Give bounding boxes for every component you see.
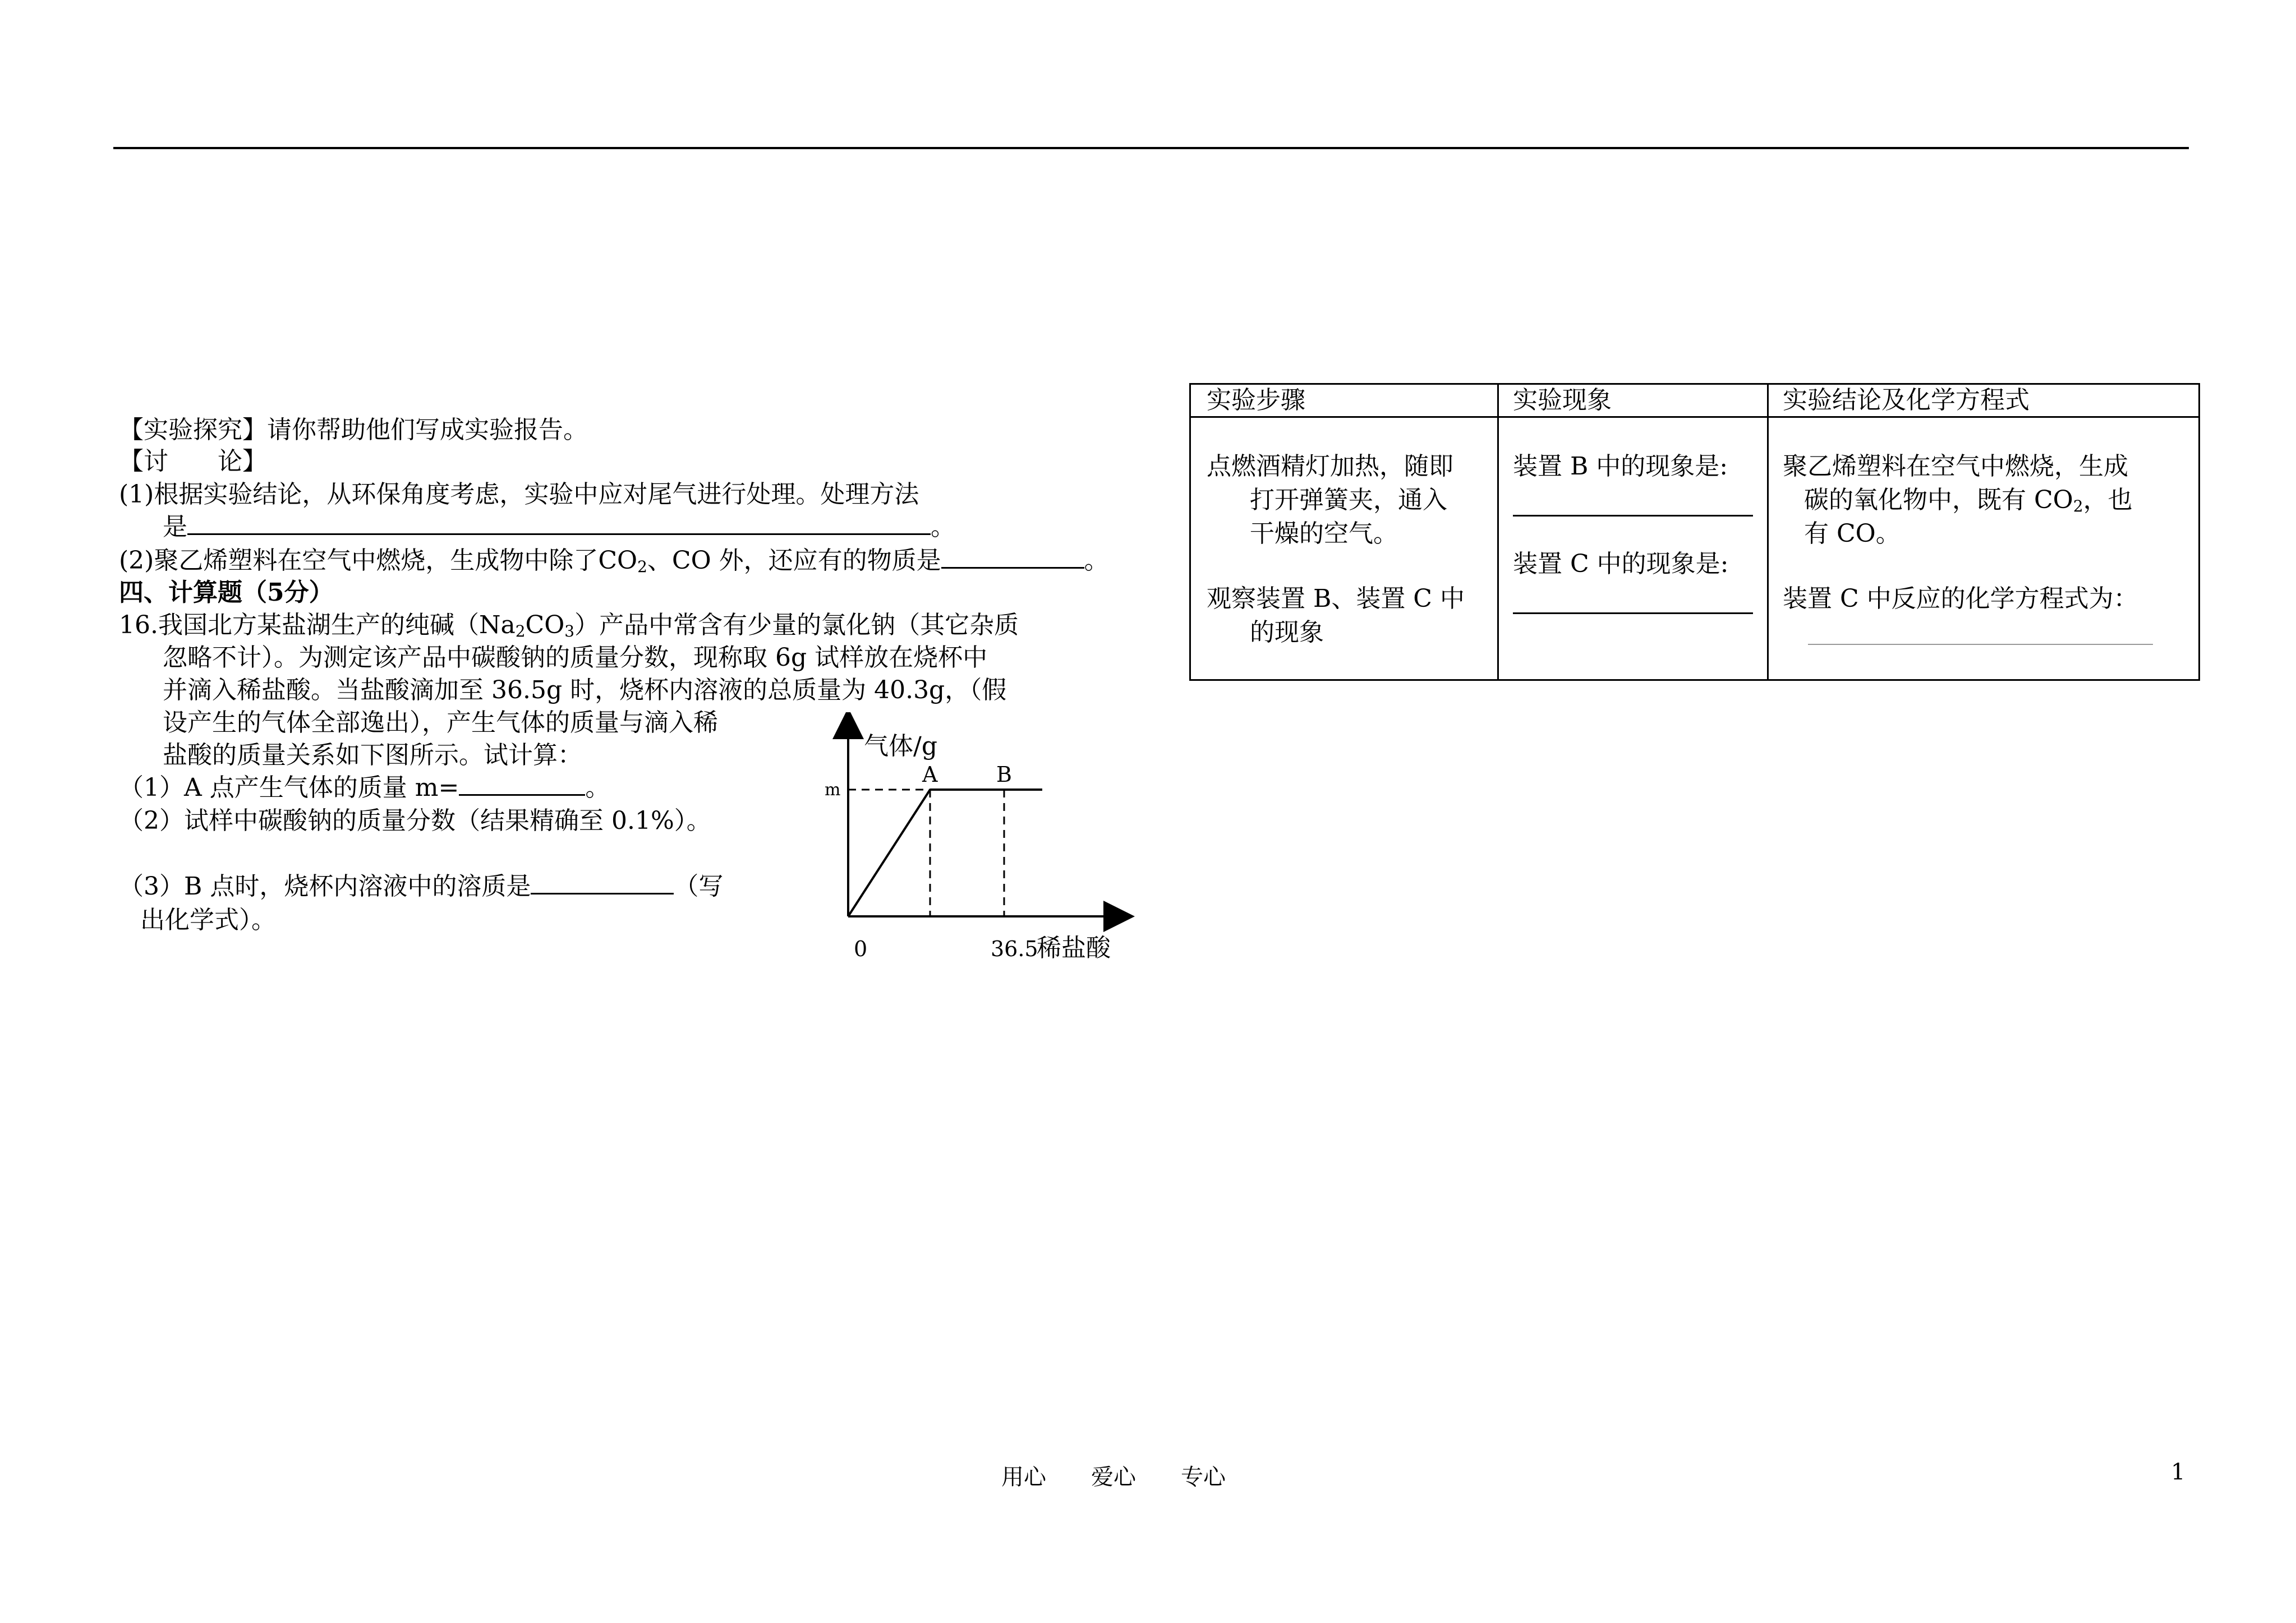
conclusion-line-3: 有 CO。 [1804,519,1901,548]
step-line-2: 打开弹簧夹，通入 [1250,486,1447,514]
rising-line [848,790,930,916]
phenomenon-c-blank[interactable] [1513,612,1753,614]
header-steps: 实验步骤 [1207,386,1305,414]
question-1-answer-line: 是 。 [163,510,955,544]
step-line-4: 观察装置 B、装置 C 中 [1207,584,1465,613]
phenomenon-b-label: 装置 B 中的现象是: [1513,452,1728,481]
point-a-label: A [922,762,938,787]
step-line-1: 点燃酒精灯加热，随即 [1207,452,1453,481]
problem-16-line-2: 忽略不计）。为测定该产品中碳酸钠的质量分数，现称取 6g 试样放在烧杯中 [163,643,988,672]
phenomenon-b-blank[interactable] [1513,515,1753,517]
x-axis-label: 稀盐酸 [1037,934,1111,962]
origin-label: 0 [854,937,868,961]
subquestion-3: （3）B 点时，烧杯内溶液中的溶质是 （写 [119,870,723,903]
experiment-intro: 【实验探究】请你帮助他们写成实验报告。 [119,416,588,444]
conclusion-line-4: 装置 C 中反应的化学方程式为： [1783,584,2138,613]
subquestion-1: （1）A 点产生气体的质量 m= 。 [119,771,610,805]
conclusion-line-1: 聚乙烯塑料在空气中燃烧，生成 [1783,452,2128,481]
experiment-report-table [1189,383,2200,681]
footer-motto: 用心 爱心 专心 [1001,1464,1226,1490]
section-4-heading: 四、计算题（5分） [119,578,334,607]
subquestion-3-cont: 出化学式）。 [140,906,276,934]
y-axis-label: 气体/g [864,732,937,760]
answer-blank-1[interactable] [187,511,931,535]
step-line-5: 的现象 [1250,618,1324,647]
m-tick-label: m [825,780,841,800]
problem-16-line-4: 设产生的气体全部逸出），产生气体的质量与滴入稀 [163,708,718,737]
answer-blank-solute[interactable] [531,870,674,895]
x-tick-label: 36.5 [991,937,1038,961]
gas-vs-acid-graph [785,712,1144,970]
phenomenon-c-label: 装置 C 中的现象是: [1513,550,1729,578]
page-number: 1 [2171,1459,2185,1485]
question-1-text: (1)根据实验结论，从环保角度考虑，实验中应对尾气进行处理。处理方法 [119,480,919,509]
header-rule [113,147,2189,149]
question-2-text: (2)聚乙烯塑料在空气中燃烧，生成物中除了$CO_2$、CO 外，还应有的物质是 。 [119,544,1109,578]
problem-16-line-1: 16.我国北方某盐湖生产的纯碱$(Na_2CO_3)$产品中常含有少量的氯化钠（其它杂质 [119,611,1019,640]
step-line-3: 干燥的空气。 [1250,519,1398,548]
equation-blank[interactable] [1808,644,2153,645]
answer-blank-m[interactable] [459,772,585,796]
conclusion-line-2: 碳的氧化物中，既有 $CO_2$，也 [1804,486,2133,515]
point-b-label: B [996,762,1012,787]
problem-16-line-3: 并滴入稀盐酸。当盐酸滴加至 36.5g 时，烧杯内溶液的总质量为 40.3g，（假 [163,676,1007,704]
answer-blank-2[interactable] [941,545,1084,569]
discussion-heading: 【讨 论】 [119,447,267,476]
subquestion-2: （2）试样中碳酸钠的质量分数（结果精确至 0.1%）。 [119,806,711,835]
header-conclusion: 实验结论及化学方程式 [1783,386,2030,414]
problem-16-line-5: 盐酸的质量关系如下图所示。试计算： [163,741,582,769]
header-phenomena: 实验现象 [1513,386,1612,414]
